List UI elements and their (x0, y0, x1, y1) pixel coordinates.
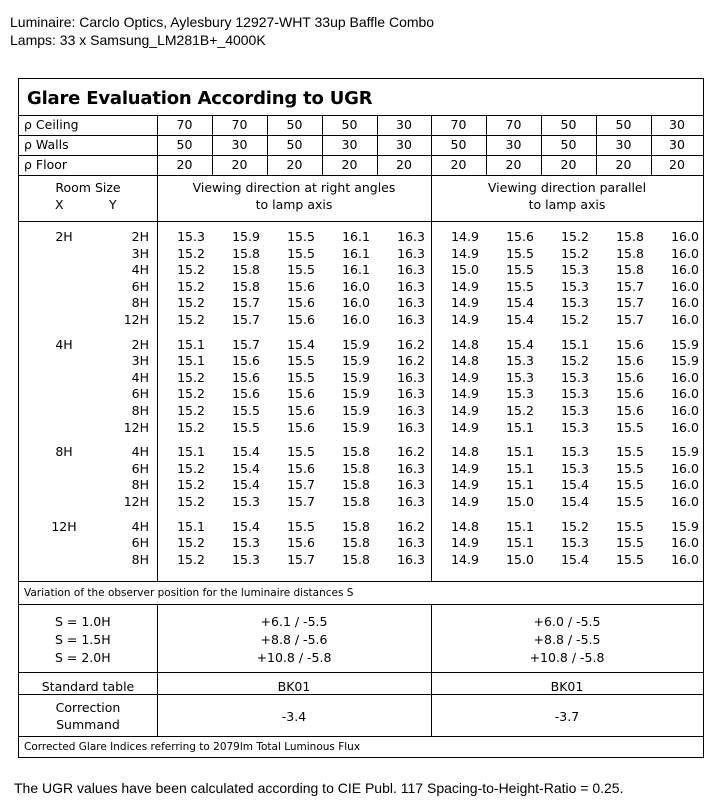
ugr-value: 15.4 (506, 336, 534, 352)
ugr-value: 15.8 (342, 444, 370, 460)
reflectance-value: 30 (505, 137, 522, 152)
ugr-value: 16.0 (671, 419, 699, 435)
ugr-value: 15.5 (616, 494, 644, 509)
ugr-value: 15.4 (232, 477, 260, 493)
ugr-table (18, 78, 704, 758)
ugr-value: 15.2 (177, 312, 205, 327)
ugr-value: 14.9 (451, 245, 479, 261)
ugr-value: 15.9 (342, 369, 370, 385)
reflectance-value: 20 (615, 157, 632, 172)
ugr-value: 15.1 (506, 535, 534, 551)
ugr-value: 16.3 (397, 369, 425, 385)
room-y-value: 8H (131, 403, 149, 418)
ugr-value: 15.5 (616, 518, 644, 534)
ugr-value: 15.6 (616, 353, 644, 369)
ugr-value: 15.7 (287, 494, 315, 509)
ugr-value: 15.4 (506, 312, 534, 327)
ugr-value: 15.4 (232, 444, 260, 460)
ugr-value: 15.2 (177, 295, 205, 311)
ugr-value: 14.9 (451, 386, 479, 402)
ugr-value: 14.9 (451, 278, 479, 294)
ugr-value: 15.5 (287, 518, 315, 534)
ugr-value: 15.5 (506, 262, 534, 278)
ugr-value: 16.2 (397, 518, 425, 534)
ugr-value: 15.7 (232, 312, 260, 327)
ugr-value: 15.9 (342, 353, 370, 369)
ugr-value: 14.9 (451, 369, 479, 385)
reflectance-value: 50 (176, 137, 193, 152)
ugr-value: 15.3 (561, 262, 589, 278)
ugr-value: 15.9 (671, 336, 699, 352)
ugr-value: 16.0 (671, 460, 699, 476)
ugr-value: 15.4 (287, 336, 315, 352)
ugr-value: 16.3 (397, 403, 425, 418)
reflectance-value: 50 (450, 137, 467, 152)
ugr-value: 15.9 (671, 518, 699, 534)
ugr-value: 14.9 (451, 460, 479, 476)
ugr-value: 16.1 (342, 262, 370, 278)
reflectance-value: 30 (396, 117, 412, 132)
ugr-value: 14.8 (451, 444, 479, 460)
ugr-value: 15.5 (232, 419, 260, 435)
ugr-value: 16.2 (397, 353, 425, 369)
ugr-value: 15.6 (287, 295, 315, 311)
correction-parallel: -3.7 (554, 709, 580, 724)
ugr-value: 15.2 (177, 494, 205, 509)
ugr-value: 15.8 (342, 494, 370, 509)
ugr-value: 14.9 (451, 229, 479, 244)
ugr-value: 16.0 (342, 278, 370, 294)
reflectance-value: 20 (176, 157, 193, 172)
ugr-value: 16.3 (397, 312, 425, 327)
reflectance-value: 20 (450, 157, 467, 172)
reflectance-value: 50 (341, 117, 358, 132)
ugr-value: 15.3 (561, 369, 589, 385)
ugr-value: 15.3 (561, 460, 589, 476)
reflectance-value: 30 (396, 137, 412, 152)
ugr-value: 15.8 (616, 262, 644, 278)
room-y-value: 8H (131, 295, 149, 311)
ugr-value: 16.0 (671, 477, 699, 493)
room-x-value: 8H (55, 444, 73, 460)
ugr-value: 15.2 (177, 403, 205, 418)
ugr-value: 15.6 (616, 386, 644, 402)
variation-parallel: +6.0 / -5.5 (533, 614, 601, 629)
reflectance-value: 50 (615, 117, 632, 132)
ugr-value: 15.2 (561, 229, 589, 244)
reflectance-value: 70 (176, 117, 193, 132)
ugr-value: 16.0 (671, 403, 699, 418)
ugr-value: 16.3 (397, 229, 425, 244)
ugr-value: 15.4 (561, 551, 589, 567)
ugr-value: 15.3 (232, 494, 260, 509)
ugr-value: 15.1 (561, 336, 589, 352)
ugr-value: 14.9 (451, 403, 479, 418)
ugr-value: 16.3 (397, 245, 425, 261)
room-y-value: 6H (131, 535, 149, 551)
ugr-value: 15.9 (342, 386, 370, 402)
ugr-value: 16.0 (671, 295, 699, 311)
ugr-value: 16.1 (342, 229, 370, 244)
ugr-value: 15.2 (561, 245, 589, 261)
ugr-value: 15.3 (561, 386, 589, 402)
ugr-value: 16.0 (671, 262, 699, 278)
reflectance-value: 70 (450, 117, 467, 132)
room-y-value: 2H (131, 336, 149, 352)
room-y-value: 4H (131, 518, 149, 534)
ugr-value: 15.6 (232, 353, 260, 369)
room-y-value: 4H (131, 444, 149, 460)
ugr-value: 15.6 (616, 336, 644, 352)
ugr-value: 15.6 (287, 278, 315, 294)
ugr-value: 15.2 (177, 535, 205, 551)
ugr-value: 15.2 (177, 386, 205, 402)
ugr-value: 15.2 (177, 245, 205, 261)
room-x-value: 4H (55, 336, 73, 352)
ugr-value: 15.2 (561, 312, 589, 327)
ugr-value: 15.0 (506, 494, 534, 509)
room-y-value: 12H (123, 419, 149, 435)
table-title: Glare Evaluation According to UGR (27, 88, 373, 109)
ugr-value: 14.9 (451, 477, 479, 493)
room-y-value: 2H (131, 229, 149, 244)
ugr-value: 15.6 (287, 312, 315, 327)
ugr-value: 16.0 (671, 369, 699, 385)
reflectance-value: 20 (505, 157, 522, 172)
ugr-value: 15.3 (232, 535, 260, 551)
ugr-value: 16.3 (397, 535, 425, 551)
ugr-value: 15.7 (287, 477, 315, 493)
reflectance-label: ρ Ceiling (24, 117, 79, 132)
ugr-value: 15.0 (451, 262, 479, 278)
reflectance-value: 50 (560, 137, 577, 152)
reflectance-value: 50 (286, 117, 303, 132)
ugr-value: 15.7 (616, 312, 644, 327)
ugr-value: 15.8 (342, 477, 370, 493)
reflectance-value: 20 (341, 157, 358, 172)
ugr-value: 15.5 (287, 353, 315, 369)
luminaire-text: Luminaire: Carclo Optics, Aylesbury 12927-WHT 33up Baffle Combo (10, 14, 435, 30)
ugr-value: 15.8 (342, 518, 370, 534)
ugr-value: 15.9 (342, 403, 370, 418)
ugr-value: 16.3 (397, 494, 425, 509)
ugr-value: 15.6 (287, 403, 315, 418)
room-y-label: Y (109, 197, 117, 212)
ugr-value: 15.3 (561, 278, 589, 294)
ugr-value: 14.9 (451, 494, 479, 509)
reflectance-value: 70 (231, 117, 248, 132)
ugr-value: 16.2 (397, 444, 425, 460)
ugr-value: 15.6 (287, 386, 315, 402)
reflectance-value: 30 (669, 117, 685, 132)
reflectance-value: 20 (231, 157, 248, 172)
ugr-value: 15.3 (506, 353, 534, 369)
ugr-value: 15.4 (232, 460, 260, 476)
footer-note: The UGR values have been calculated according to CIE Publ. 117 Spacing-to-Height-Ratio = 0.25. (14, 780, 624, 796)
variation-parallel: +8.8 / -5.5 (533, 632, 601, 647)
ugr-value: 15.2 (177, 369, 205, 385)
ugr-value: 16.0 (671, 386, 699, 402)
ugr-value: 15.3 (232, 551, 260, 567)
ugr-value: 15.8 (342, 460, 370, 476)
ugr-value: 15.6 (232, 369, 260, 385)
reflectance-value: 30 (615, 137, 632, 152)
ugr-value: 15.6 (232, 386, 260, 402)
ugr-value: 15.3 (561, 444, 589, 460)
ugr-value: 15.1 (506, 477, 534, 493)
ugr-value: 14.9 (451, 312, 479, 327)
reflectance-value: 50 (286, 137, 303, 152)
direction-parallel: to lamp axis (528, 197, 606, 212)
room-y-value: 4H (131, 369, 149, 385)
ugr-value: 15.1 (177, 518, 205, 534)
ugr-value: 15.2 (177, 460, 205, 476)
direction-right-angles: to lamp axis (255, 197, 333, 212)
ugr-value: 16.1 (342, 245, 370, 261)
ugr-value: 15.3 (506, 369, 534, 385)
ugr-value: 15.3 (561, 419, 589, 435)
ugr-value: 16.0 (671, 229, 699, 244)
room-y-value: 3H (131, 353, 149, 369)
reflectance-value: 30 (669, 137, 685, 152)
ugr-value: 15.6 (616, 403, 644, 418)
ugr-value: 15.1 (177, 444, 205, 460)
ugr-value: 15.6 (287, 460, 315, 476)
ugr-value: 15.4 (561, 477, 589, 493)
ugr-value: 16.3 (397, 460, 425, 476)
ugr-value: 16.0 (671, 494, 699, 509)
room-y-value: 4H (131, 262, 149, 278)
ugr-value: 16.0 (342, 312, 370, 327)
ugr-value: 15.7 (616, 295, 644, 311)
ugr-value: 16.0 (671, 551, 699, 567)
correction-right-angles: -3.4 (281, 709, 307, 724)
ugr-value: 15.1 (177, 353, 205, 369)
ugr-value: 15.7 (232, 336, 260, 352)
ugr-value: 15.1 (506, 444, 534, 460)
variation-parallel: +10.8 / -5.8 (529, 650, 605, 665)
ugr-value: 15.8 (616, 245, 644, 261)
standard-table-label: Standard table (41, 679, 135, 694)
room-x-value: 12H (51, 518, 77, 534)
ugr-value: 15.5 (287, 245, 315, 261)
spacing-label: S = 2.0H (55, 650, 111, 665)
ugr-value: 16.3 (397, 477, 425, 493)
correction-label: Correction (55, 700, 121, 715)
ugr-value: 15.2 (506, 403, 534, 418)
ugr-value: 15.6 (506, 229, 534, 244)
ugr-value: 15.6 (287, 419, 315, 435)
variation-right-angles: +6.1 / -5.5 (260, 614, 328, 629)
ugr-value: 15.3 (561, 403, 589, 418)
ugr-value: 15.4 (561, 494, 589, 509)
ugr-value: 14.8 (451, 518, 479, 534)
ugr-value: 16.3 (397, 262, 425, 278)
ugr-value: 15.5 (287, 262, 315, 278)
ugr-value: 16.3 (397, 551, 425, 567)
ugr-value: 15.8 (232, 278, 260, 294)
ugr-value: 15.2 (177, 477, 205, 493)
ugr-value: 15.3 (561, 535, 589, 551)
reflectance-value: 20 (560, 157, 577, 172)
ugr-value: 14.9 (451, 551, 479, 567)
ugr-value: 16.3 (397, 295, 425, 311)
ugr-value: 15.4 (232, 518, 260, 534)
ugr-value: 15.7 (287, 551, 315, 567)
variation-label: Variation of the observer position for the luminaire distances S (24, 587, 354, 599)
reflectance-label: ρ Walls (24, 137, 69, 152)
ugr-value: 16.0 (671, 278, 699, 294)
reflectance-value: 30 (231, 137, 248, 152)
ugr-value: 15.5 (616, 535, 644, 551)
ugr-value: 15.8 (232, 262, 260, 278)
room-y-value: 12H (123, 494, 149, 509)
ugr-value: 15.5 (287, 369, 315, 385)
ugr-value: 15.1 (177, 336, 205, 352)
ugr-value: 15.3 (506, 386, 534, 402)
spacing-label: S = 1.0H (55, 614, 111, 629)
ugr-value: 15.5 (232, 403, 260, 418)
ugr-value: 15.7 (616, 278, 644, 294)
variation-right-angles: +10.8 / -5.8 (256, 650, 332, 665)
ugr-value: 15.5 (616, 444, 644, 460)
ugr-value: 14.8 (451, 336, 479, 352)
ugr-value: 15.2 (177, 262, 205, 278)
ugr-value: 16.0 (342, 295, 370, 311)
corrected-note: Corrected Glare Indices referring to 2079lm Total Luminous Flux (24, 741, 361, 753)
ugr-value: 16.0 (671, 312, 699, 327)
ugr-value: 15.5 (616, 551, 644, 567)
ugr-value: 15.5 (506, 278, 534, 294)
ugr-value: 14.9 (451, 535, 479, 551)
ugr-value: 15.5 (287, 444, 315, 460)
reflectance-value: 20 (669, 157, 685, 172)
reflectance-value: 20 (396, 157, 412, 172)
ugr-value: 15.5 (616, 477, 644, 493)
ugr-value: 14.9 (451, 295, 479, 311)
direction-right-angles: Viewing direction at right angles (192, 180, 396, 195)
ugr-value: 14.9 (451, 419, 479, 435)
ugr-value: 15.6 (287, 535, 315, 551)
ugr-value: 15.2 (561, 353, 589, 369)
ugr-value: 15.2 (561, 518, 589, 534)
lamps-text: Lamps: 33 x Samsung_LM281B+_4000K (10, 32, 266, 48)
room-size-label: Room Size (55, 180, 121, 195)
room-y-value: 12H (123, 312, 149, 327)
ugr-value: 15.5 (287, 229, 315, 244)
ugr-value: 15.9 (671, 353, 699, 369)
ugr-value: 15.1 (506, 518, 534, 534)
ugr-value: 15.1 (506, 460, 534, 476)
ugr-value: 15.5 (616, 419, 644, 435)
ugr-value: 16.3 (397, 278, 425, 294)
reflectance-value: 20 (286, 157, 303, 172)
room-x-label: X (55, 197, 64, 212)
ugr-value: 15.4 (506, 295, 534, 311)
room-y-value: 8H (131, 477, 149, 493)
ugr-value: 15.5 (506, 245, 534, 261)
variation-right-angles: +8.8 / -5.6 (260, 632, 328, 647)
ugr-value: 15.2 (177, 278, 205, 294)
spacing-label: S = 1.5H (55, 632, 111, 647)
reflectance-value: 70 (505, 117, 522, 132)
ugr-value: 15.9 (342, 419, 370, 435)
ugr-value: 15.8 (616, 229, 644, 244)
correction-label: Summand (56, 717, 120, 732)
ugr-value: 16.0 (671, 535, 699, 551)
room-y-value: 8H (131, 551, 149, 567)
ugr-value: 15.9 (671, 444, 699, 460)
ugr-value: 15.8 (342, 535, 370, 551)
direction-parallel: Viewing direction parallel (487, 180, 647, 195)
ugr-value: 16.2 (397, 336, 425, 352)
room-y-value: 3H (131, 245, 149, 261)
ugr-value: 15.3 (177, 229, 205, 244)
reflectance-label: ρ Floor (24, 157, 68, 172)
ugr-value: 15.5 (616, 460, 644, 476)
standard-table-parallel: BK01 (550, 679, 584, 694)
ugr-value: 15.9 (232, 229, 260, 244)
ugr-value: 15.2 (177, 419, 205, 435)
room-x-value: 2H (55, 229, 73, 244)
ugr-value: 15.8 (232, 245, 260, 261)
ugr-value: 15.3 (561, 295, 589, 311)
reflectance-value: 30 (341, 137, 358, 152)
ugr-value: 14.8 (451, 353, 479, 369)
ugr-value: 15.7 (232, 295, 260, 311)
ugr-value: 15.8 (342, 551, 370, 567)
room-y-value: 6H (131, 278, 149, 294)
reflectance-value: 50 (560, 117, 577, 132)
ugr-value: 15.0 (506, 551, 534, 567)
ugr-value: 15.2 (177, 551, 205, 567)
ugr-value: 16.3 (397, 419, 425, 435)
standard-table-right-angles: BK01 (277, 679, 311, 694)
ugr-value: 15.1 (506, 419, 534, 435)
room-y-value: 6H (131, 386, 149, 402)
ugr-value: 15.9 (342, 336, 370, 352)
room-y-value: 6H (131, 460, 149, 476)
ugr-value: 16.0 (671, 245, 699, 261)
ugr-value: 15.6 (616, 369, 644, 385)
ugr-value: 16.3 (397, 386, 425, 402)
